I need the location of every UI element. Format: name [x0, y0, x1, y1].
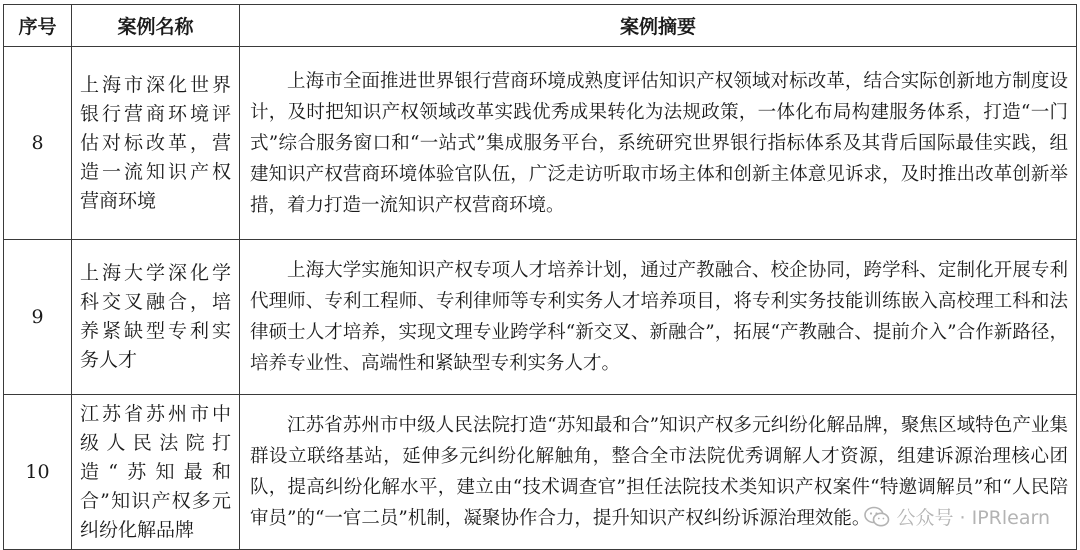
row-case-name: 江苏省苏州市中级人民法院打造“苏知最和合”知识产权多元纠纷化解品牌: [72, 395, 240, 550]
watermark-text: 公众号 · IPRlearn: [896, 507, 1050, 529]
header-no: 序号: [4, 5, 72, 47]
row-case-name: 上海市深化世界银行营商环境评估对标改革，营造一流知识产权营商环境: [72, 47, 240, 240]
row-case-summary: 上海大学实施知识产权专项人才培养计划，通过产教融合、校企协同，跨学科、定制化开展专利代理师、专利工程师、专利律师等专利实务人才培养项目，将专利实务技能训练嵌入高校理工科和法律硕士人才培养，实现文理专业跨学科“新交叉、新融合”，拓展“产教融合、提前介入”合作新路径，培养专业性、高端性和紧缺型专利实务人才。: [240, 240, 1077, 395]
table-row: [4, 47, 1077, 240]
wechat-icon: [864, 506, 890, 528]
row-no: 9: [4, 240, 72, 395]
table-row: [4, 240, 1077, 395]
header-case-name: 案例名称: [72, 5, 240, 47]
table-header-row: [4, 5, 1077, 47]
row-no: 10: [4, 395, 72, 550]
row-case-name: 上海大学深化学科交叉融合，培养紧缺型专利实务人才: [72, 240, 240, 395]
watermark: [864, 503, 1050, 530]
case-table: [3, 4, 1077, 550]
header-case-summary: 案例摘要: [240, 5, 1077, 47]
row-no: 8: [4, 47, 72, 240]
row-case-summary: 上海市全面推进世界银行营商环境成熟度评估知识产权领域对标改革，结合实际创新地方制度设计，及时把知识产权领域改革实践优秀成果转化为法规政策，一体化布局构建服务体系，打造“一门式”综合服务窗口和“一站式”集成服务平台，系统研究世界银行指标体系及其背后国际最佳实践，组建知识产权营商环境体验官队伍，广泛走访听取市场主体和创新主体意见诉求，及时推出改革创新举措，着力打造一流知识产权营商环境。: [240, 47, 1077, 240]
row-case-summary: 江苏省苏州市中级人民法院打造“苏知最和合”知识产权多元纠纷化解品牌，聚焦区域特色产业集群设立联络基站，延伸多元纠纷化解触角，整合全市法院优秀调解人才资源，组建诉源治理核心团队，提高纠纷化解水平，建立由“技术调查官”担任法院技术类知识产权案件“特邀调解员”和“人民陪审员”的“一官二员”机制，凝聚协作合力，提升知识产权纠纷诉源治理效能。: [240, 395, 1077, 550]
